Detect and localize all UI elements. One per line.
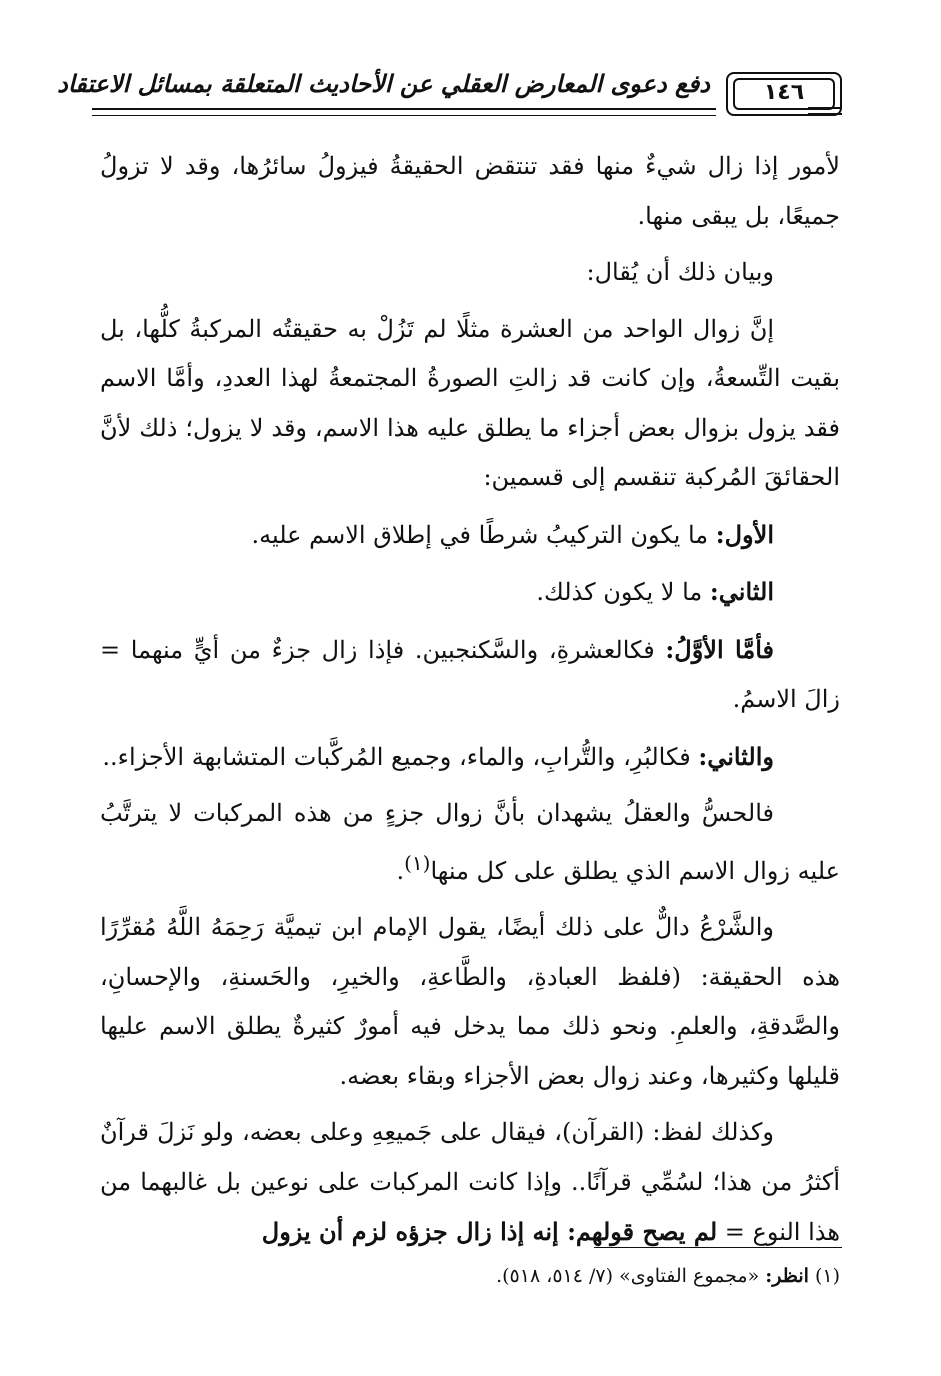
paragraph-lead: فأمَّا الأوَّلُ: (665, 634, 774, 664)
footnote-text: «مجموع الفتاوى» (٧/ ٥١٤، ٥١٨). (496, 1265, 766, 1287)
page-number: ١٤٦ (763, 80, 805, 105)
page-header (57, 62, 842, 120)
paragraph: وبيان ذلك أن يُقال: (586, 258, 774, 286)
running-title: دفع دعوى المعارض العقلي عن الأحاديث المتعلقة بمسائل الاعتقاد (57, 69, 710, 98)
header-rule-right-bottom (808, 113, 842, 115)
header-rule-top (92, 108, 716, 110)
footnote-number: (١) (814, 1265, 840, 1287)
paragraph: فالحسُّ والعقلُ يشهدان بأنَّ زوال جزءٍ من هذه المركبات لا يترتَّبُ عليه زوال الاسم الذي يطلق على كل منها$^{(١)}$. (100, 799, 840, 885)
paragraph: والشَّرْعُ دالٌّ على ذلك أيضًا، يقول الإمام ابن تيميَّة رَحِمَهُ اللَّهُ مُقرِّرًا هذه الحقيقة: (فلفظ العبادةِ، والطَّاعةِ، والخيرِ، والحَسنةِ، والإحسانِ، والصَّدقةِ، والعلمِ. ونحو ذلك مما يدخل فيه أمورٌ كثيرةٌ يطلق الاسم عليها قليلها وكثيرها، وعند زوال بعض الأجزاء وبقاء بعضه. (100, 913, 840, 1090)
footnote (100, 1258, 840, 1294)
paragraph: والثاني: فكالبُرِ، والتُّرابِ، والماء، وجميع المُركَّبات المتشابهة الأجزاء.. (102, 741, 774, 771)
header-rule-bottom (92, 115, 716, 116)
paragraph: إنَّ زوال الواحد من العشرة مثلًا لم تَزُلْ به حقيقتُه المركبةُ كلُّها، بل بقيت التِّسعةُ، وإن كانت قد زالتِ الصورةُ المجتمعةُ لهذا العددِ، وأمَّا الاسم فقد يزول بزوال بعض أجزاء ما يطلق عليه هذا الاسم، وقد لا يزول؛ ذلك لأنَّ الحقائقَ المُركبة تنقسم إلى قسمين: (100, 314, 840, 491)
footnote-separator (594, 1247, 842, 1248)
paragraph: لأمور إذا زال شيءٌ منها فقد تنتقض الحقيقةُ فيزولُ سائرُها، وقد لا تزولُ جميعًا، بل يبقى منها. (100, 152, 840, 230)
footnote-label: انظر: (765, 1265, 809, 1287)
paragraph: فأمَّا الأوَّلُ: فكالعشرةِ، والسَّكنجبين. فإذا زال جزءٌ من أيٍّ منهما = زالَ الاسمُ. (100, 634, 840, 713)
paragraph-lead: الأول: (715, 519, 774, 549)
main-text (100, 142, 840, 1265)
page-number-frame (726, 72, 842, 116)
paragraph: الثاني: ما لا يكون كذلك. (536, 577, 774, 606)
paragraph: الأول: ما يكون التركيبُ شرطًا في إطلاق الاسم عليه. (251, 519, 774, 549)
footnote-ref[interactable]: (١) (404, 850, 431, 875)
paragraph-bold-tail: لم يصح قولهم: إنه إذا زال جزؤه لزم أن يزول (261, 1217, 718, 1246)
header-rule-right-top (808, 107, 842, 109)
paragraph-lead: والثاني: (698, 741, 774, 771)
paragraph: وكذلك لفظ: (القرآن)، فيقال على جَميعِهِ وعلى بعضه، ولو نَزلَ قرآنٌ أكثرُ من هذا؛ لسُمِّي قرآنًا.. وإذا كانت المركبات على نوعين بل غالبهما من هذا النوع = لم يصح قولهم: إنه إذا زال جزؤه لزم أن يزول (100, 1118, 840, 1246)
paragraph-lead: الثاني: (709, 577, 774, 606)
